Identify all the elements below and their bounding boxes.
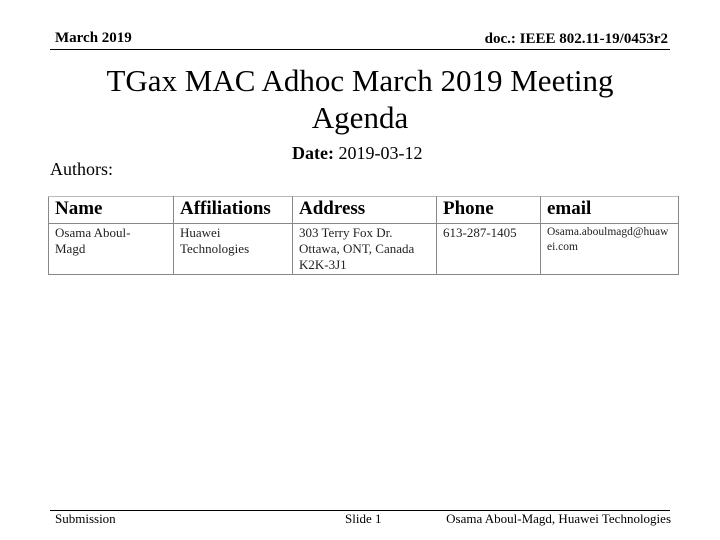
header-divider bbox=[50, 49, 670, 50]
header-doc-id: doc.: IEEE 802.11-19/0453r2 bbox=[484, 31, 668, 47]
cell-name: Osama Aboul- Magd bbox=[49, 224, 174, 275]
col-header-name: Name bbox=[49, 197, 174, 224]
col-header-phone: Phone bbox=[437, 197, 541, 224]
col-header-address: Address bbox=[293, 197, 437, 224]
table-header-row bbox=[49, 197, 679, 224]
slide-title bbox=[0, 62, 720, 136]
cell-phone: 613-287-1405 bbox=[437, 224, 541, 275]
date-value: 2019-03-12 bbox=[338, 143, 423, 163]
cell-address: 303 Terry Fox Dr. Ottawa, ONT, Canada K2K-3J1 bbox=[293, 224, 437, 275]
col-header-email: email bbox=[541, 197, 679, 224]
cell-email: Osama.aboulmagd@huaw ei.com bbox=[541, 224, 679, 275]
authors-table bbox=[48, 196, 679, 275]
col-header-affiliations: Affiliations bbox=[174, 197, 293, 224]
slide-title-line1: TGax MAC Adhoc March 2019 Meeting bbox=[106, 63, 614, 98]
footer-submission: Submission bbox=[55, 511, 116, 526]
footer-slide-number: Slide 1 bbox=[345, 511, 382, 526]
authors-label: Authors: bbox=[50, 159, 113, 179]
date-label: Date: bbox=[292, 143, 334, 163]
date-field bbox=[292, 143, 422, 164]
header-date: March 2019 bbox=[55, 30, 132, 46]
footer-author: Osama Aboul-Magd, Huawei Technologies bbox=[446, 511, 671, 526]
cell-affiliation: Huawei Technologies bbox=[174, 224, 293, 275]
slide-title-line2: Agenda bbox=[311, 100, 409, 135]
table-row bbox=[49, 224, 679, 275]
